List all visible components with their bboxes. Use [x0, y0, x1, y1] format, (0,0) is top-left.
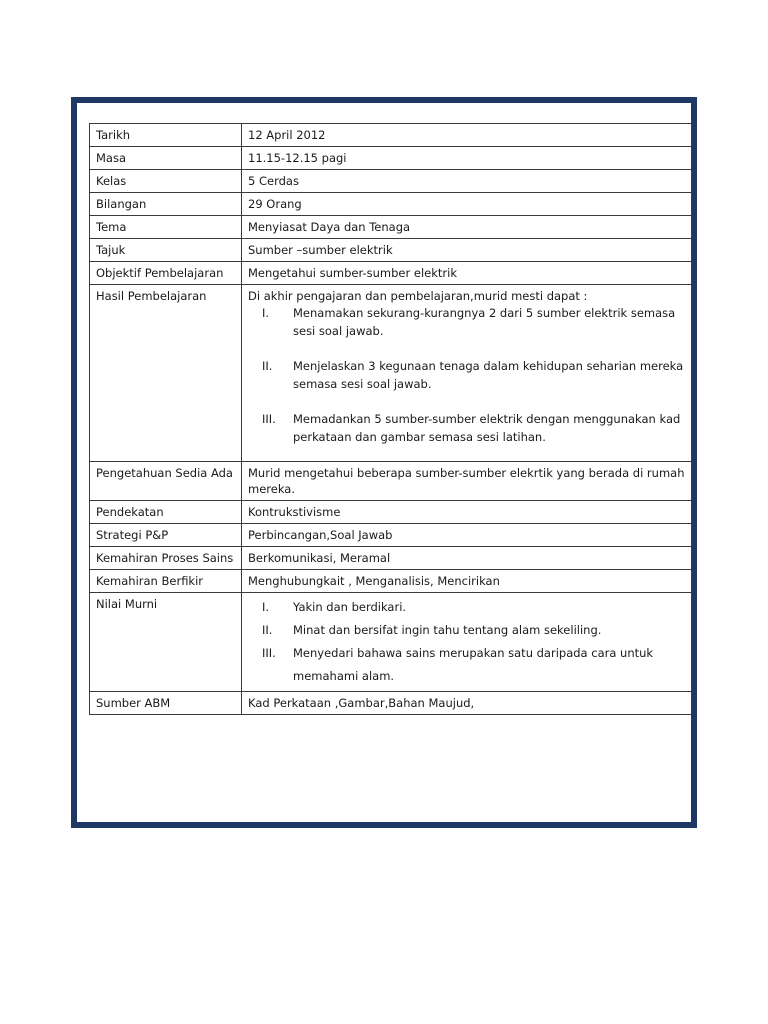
value-item	[248, 596, 685, 619]
value-item	[248, 642, 685, 688]
label-kemahiran-berfikir: Kemahiran Berfikir	[90, 570, 242, 593]
value-number: I.	[262, 600, 270, 614]
label-objektif: Objektif Pembelajaran	[90, 262, 242, 285]
label-kemahiran-proses: Kemahiran Proses Sains	[90, 547, 242, 570]
value-kemahiran-proses: Berkomunikasi, Meramal	[242, 547, 692, 570]
value-objektif: Mengetahui sumber-sumber elektrik	[242, 262, 692, 285]
row-pendekatan	[90, 501, 692, 524]
label-kelas: Kelas	[90, 170, 242, 193]
value-tema: Menyiasat Daya dan Tenaga	[242, 216, 692, 239]
outcome-text: Menjelaskan 3 kegunaan tenaga dalam kehidupan seharian mereka semasa sesi soal jawab.	[293, 359, 684, 391]
outcome-number: II.	[262, 359, 273, 373]
row-sumber	[90, 692, 692, 715]
value-number: III.	[262, 646, 276, 660]
outcomes-list	[248, 304, 685, 446]
row-objektif	[90, 262, 692, 285]
value-nilai	[242, 593, 692, 692]
value-text: Yakin dan berdikari.	[293, 600, 407, 614]
label-tarikh: Tarikh	[90, 124, 242, 147]
value-pendekatan: Kontrukstivisme	[242, 501, 692, 524]
outcome-number: III.	[262, 412, 276, 426]
label-nilai: Nilai Murni	[90, 593, 242, 692]
row-kelas	[90, 170, 692, 193]
label-bilangan: Bilangan	[90, 193, 242, 216]
outcome-item	[248, 304, 685, 340]
lesson-plan-table	[89, 123, 692, 715]
label-masa: Masa	[90, 147, 242, 170]
label-sumber: Sumber ABM	[90, 692, 242, 715]
value-tarikh: 12 April 2012	[242, 124, 692, 147]
outcome-number: I.	[262, 306, 270, 320]
value-bilangan: 29 Orang	[242, 193, 692, 216]
value-strategi: Perbincangan,Soal Jawab	[242, 524, 692, 547]
row-tema	[90, 216, 692, 239]
value-item	[248, 619, 685, 642]
row-strategi	[90, 524, 692, 547]
label-hasil: Hasil Pembelajaran	[90, 285, 242, 462]
row-tarikh	[90, 124, 692, 147]
value-text: Menyedari bahawa sains merupakan satu daripada cara untuk memahami alam.	[293, 646, 654, 683]
value-tajuk: Sumber –sumber elektrik	[242, 239, 692, 262]
value-hasil	[242, 285, 692, 462]
hasil-intro: Di akhir pengajaran dan pembelajaran,murid mesti dapat :	[248, 289, 588, 303]
row-bilangan	[90, 193, 692, 216]
value-text: Minat dan bersifat ingin tahu tentang alam sekeliling.	[293, 623, 602, 637]
outcome-text: Memadankan 5 sumber-sumber elektrik dengan menggunakan kad perkataan dan gambar semasa sesi latihan.	[293, 412, 681, 444]
value-kelas: 5 Cerdas	[242, 170, 692, 193]
outcome-item	[248, 410, 685, 446]
page-border-frame	[71, 97, 697, 828]
label-strategi: Strategi P&P	[90, 524, 242, 547]
row-masa	[90, 147, 692, 170]
label-tema: Tema	[90, 216, 242, 239]
row-tajuk	[90, 239, 692, 262]
value-sumber: Kad Perkataan ,Gambar,Bahan Maujud,	[242, 692, 692, 715]
row-kemahiran-berfikir	[90, 570, 692, 593]
row-pengetahuan	[90, 462, 692, 501]
values-list	[248, 596, 685, 688]
label-pengetahuan: Pengetahuan Sedia Ada	[90, 462, 242, 501]
row-kemahiran-proses	[90, 547, 692, 570]
label-pendekatan: Pendekatan	[90, 501, 242, 524]
value-number: II.	[262, 623, 273, 637]
outcome-text: Menamakan sekurang-kurangnya 2 dari 5 sumber elektrik semasa sesi soal jawab.	[293, 306, 676, 338]
value-kemahiran-berfikir: Menghubungkait , Menganalisis, Mencirikan	[242, 570, 692, 593]
row-hasil	[90, 285, 692, 462]
label-tajuk: Tajuk	[90, 239, 242, 262]
value-masa: 11.15-12.15 pagi	[242, 147, 692, 170]
value-pengetahuan: Murid mengetahui beberapa sumber-sumber elekrtik yang berada di rumah mereka.	[242, 462, 692, 501]
outcome-item	[248, 357, 685, 393]
row-nilai	[90, 593, 692, 692]
